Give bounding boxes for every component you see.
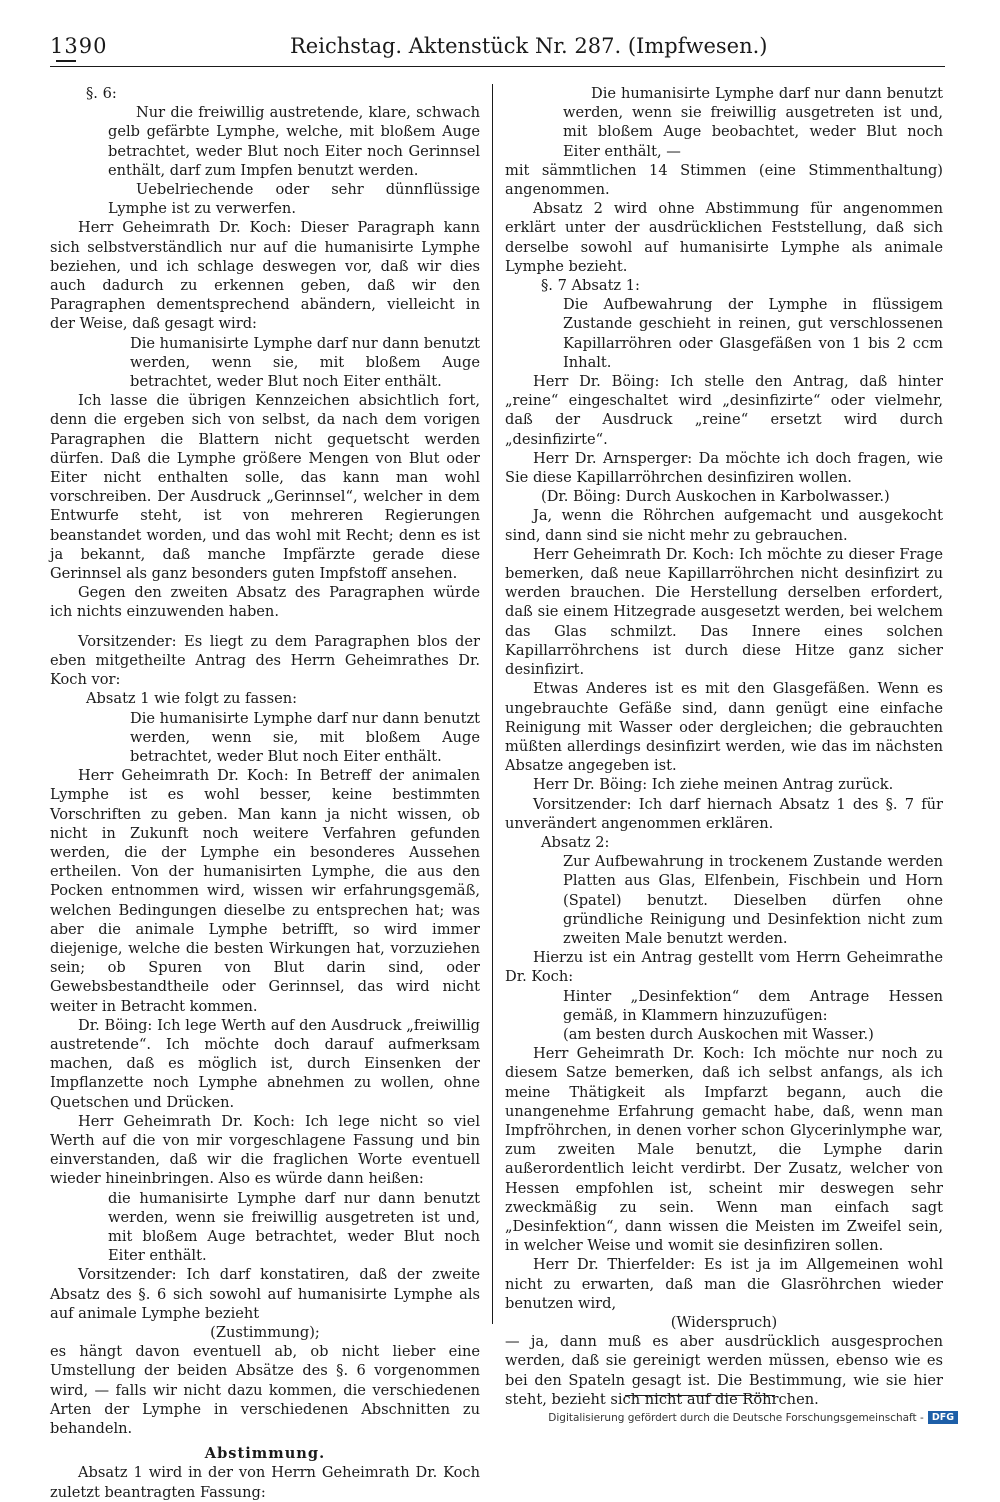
paragraph: (Zustimmung);	[210, 1324, 320, 1341]
paragraph: Herr Dr. Thierfelder: Es ist ja im Allgemeinen wohl nicht zu erwarten, daß man die Glasröhrchen wieder benutzen wird,	[505, 1256, 943, 1312]
paragraph: die humanisirte Lymphe darf nur dann benutzt werden, wenn sie freiwillig ausgetreten ist und, mit bloßem Auge betrachtet, weder Blut noch Eiter enthält.	[108, 1189, 480, 1265]
paragraph: (am besten durch Auskochen mit Wasser.)	[563, 1025, 874, 1043]
paragraph: Ich lasse die übrigen Kennzeichen absichtlich fort, denn die ergeben sich von selbst, da nach dem vorigen Paragraphen die Blattern nicht gequetscht werden dürfen. Daß die Lymphe größere Mengen von Blut oder Eiter nicht enthalten solle, das kann man wohl vorschreiben. Der Ausdruck „Gerinnsel“, welcher in dem Entwurfe steht, ist von mehreren Regierungen beanstandet worden, und das wohl mit Recht; denn es ist ja bekannt, daß manche Impfärzte gerade diese Gerinnsel als ganz besonders guten Impfstoff ansehen.	[50, 392, 480, 583]
paragraph: Absatz 2:	[541, 833, 610, 851]
paragraph: Absatz 2 wird ohne Abstimmung für angenommen erklärt unter der ausdrücklichen Feststellung, daß sich derselbe sowohl auf humanisirte Lymphe als animale Lymphe bezieht.	[505, 200, 943, 275]
paragraph: Herr Geheimrath Dr. Koch: In Betreff der animalen Lymphe ist es wohl besser, keine bestimmten Vorschriften zu geben. Man kann ja nicht wissen, ob nicht in Zukunft noch weitere Verfahren gefunden werden, die der Lymphe ein besonderes Aussehen ertheilen. Von der humanisirten Lymphe, die aus den Pocken entnommen wird, wissen wir erfahrungsgemäß, welchen Bedingungen dieselbe zu entsprechen hat; was aber die animale Lymphe betrifft, so wird immer diejenige, welche die besten Wirkungen hat, vorzuziehen sein; ob Spuren von Blut darin sind, oder Gewebsbestandtheile oder Gerinnsel, das wird nicht weiter in Betracht kommen.	[50, 767, 480, 1015]
paragraph: Herr Dr. Böing: Ich stelle den Antrag, daß hinter „reine“ eingeschaltet wird „desinfizirte“ oder vielmehr, daß der Ausdruck „reine“ ersetzt wird durch „desinfizirte“.	[505, 373, 943, 448]
paragraph: Hierzu ist ein Antrag gestellt vom Herrn Geheimrathe Dr. Koch:	[505, 949, 943, 986]
paragraph: §. 6:	[86, 85, 117, 102]
header-rule	[50, 66, 945, 67]
right-column	[505, 84, 943, 1409]
paragraph-gap	[50, 622, 480, 632]
section-heading: Abstimmung.	[204, 1445, 326, 1463]
paragraph: Absatz 1 wird in der von Herrn Geheimrath Dr. Koch zuletzt beantragten Fassung:	[50, 1464, 480, 1501]
paragraph: Herr Geheimrath Dr. Koch: Ich lege nicht so viel Werth auf die von mir vorgeschlagene Fassung und bin einverstanden, daß wir die fraglichen Worte eventuell wieder hineinbringen. Also es würde dann heißen:	[50, 1112, 480, 1188]
paragraph: (Dr. Böing: Durch Auskochen in Karbolwasser.)	[541, 488, 890, 506]
paragraph: Die humanisirte Lymphe darf nur dann benutzt werden, wenn sie, mit bloßem Auge betrachtet, weder Blut noch Eiter enthält.	[130, 334, 481, 391]
paragraph: Herr Geheimrath Dr. Koch: Dieser Paragraph kann sich selbstverständlich nur auf die humanisirte Lymphe beziehen, und ich schlage deswegen vor, daß wir dies auch dadurch zu erkennen geben, daß wir den Paragraphen dementsprechend abändern, vielleicht in der Weise, daß gesagt wird:	[50, 219, 480, 333]
paragraph: Die humanisirte Lymphe darf nur dann benutzt werden, wenn sie, mit bloßem Auge betrachtet, weder Blut noch Eiter enthält.	[130, 709, 481, 765]
paragraph: Vorsitzender: Ich darf hiernach Absatz 1 des §. 7 für unverändert angenommen erklären.	[505, 795, 943, 832]
paragraph: Vorsitzender: Ich darf konstatiren, daß der zweite Absatz des §. 6 sich sowohl auf humanisirte Lymphe als auf animale Lymphe bezieht	[50, 1266, 480, 1322]
paragraph: Nur die freiwillig austretende, klare, schwach gelb gefärbte Lymphe, welche, mit bloßem Auge betrachtet, weder Blut noch Eiter noch Gerinnsel enthält, darf zum Impfen benutzt werden.	[108, 104, 480, 179]
paragraph: Etwas Anderes ist es mit den Glasgefäßen. Wenn es ungebrauchte Gefäße sind, dann genügt eine einfache Reinigung mit Wasser oder dergleichen; die gebrauchten müßten allerdings desinfizirt werden, wie das im nächsten Absatze angegeben ist.	[505, 680, 943, 775]
paragraph: Ja, wenn die Röhrchen aufgemacht und ausgekocht sind, dann sind sie nicht mehr zu gebrauchen.	[505, 507, 943, 544]
paragraph: Hinter „Desinfektion“ dem Antrage Hessen gemäß, in Klammern hinzuzufügen:	[563, 987, 943, 1024]
paragraph: Herr Dr. Arnsperger: Da möchte ich doch fragen, wie Sie diese Kapillarröhrchen desinfiziren wollen.	[505, 449, 943, 487]
paragraph: Uebelriechende oder sehr dünnflüssige Lymphe ist zu verwerfen.	[108, 181, 480, 218]
dfg-logo: DFG	[928, 1411, 958, 1424]
page-number-underline	[56, 60, 76, 62]
paragraph: es hängt davon eventuell ab, ob nicht lieber eine Umstellung der beiden Absätze des §. 6 vorgenommen wird, — falls wir nicht dazu kommen, die verschiedenen Arten der Lymphe in verschiedenen Abschnitten zu behandeln.	[50, 1343, 480, 1438]
paragraph: Gegen den zweiten Absatz des Paragraphen würde ich nichts einzuwenden haben.	[50, 584, 480, 621]
paragraph: §. 7 Absatz 1:	[541, 277, 640, 295]
footer-rule	[625, 1395, 775, 1396]
paragraph: Zur Aufbewahrung in trockenem Zustande werden Platten aus Glas, Elfenbein, Fischbein und Horn (Spatel) benutzt. Dieselben dürfen ohne gründliche Reinigung und Desinfektion nicht zum zweiten Male benutzt werden.	[563, 853, 943, 947]
paragraph: Die humanisirte Lymphe darf nur dann benutzt werden, wenn sie freiwillig ausgetreten ist und, mit bloßem Auge beobachtet, weder Blut noch Eiter enthält, —	[563, 85, 943, 160]
paragraph: Absatz 1 wie folgt zu fassen:	[86, 690, 298, 708]
paragraph: Herr Dr. Böing: Ich ziehe meinen Antrag zurück.	[533, 776, 894, 794]
credit-text: Digitalisierung gefördert durch die Deutsche Forschungsgemeinschaft -	[548, 1411, 924, 1424]
digitization-credit	[548, 1411, 958, 1424]
left-column	[50, 84, 480, 1502]
paragraph: Dr. Böing: Ich lege Werth auf den Ausdruck „freiwillig austretende“. Ich möchte doch darauf aufmerksam machen, daß es möglich ist, durch Einsenken der Impflanzette noch Lymphe abnehmen zu wollen, ohne Quetschen und Drücken.	[50, 1016, 480, 1111]
paragraph: — ja, dann muß es aber ausdrücklich ausgesprochen werden, daß sie gereinigt werden müssen, ebenso wie es bei den Spateln gesagt ist. Die Bestimmung, wie sie hier steht, bezieht sich nicht auf die Röhrchen.	[505, 1333, 943, 1408]
running-header	[50, 30, 945, 70]
paragraph: Herr Geheimrath Dr. Koch: Ich möchte zu dieser Frage bemerken, daß neue Kapillarröhrchen nicht desinfizirt zu werden brauchen. Die Herstellung derselben erfordert, daß sie einem Hitzegrade ausgesetzt werden, bei welchem das Glas schmilzt. Das Innere eines solchen Kapillarröhrchens ist durch diese Hitze ganz sicher desinfizirt.	[505, 545, 943, 679]
page-number: 1390	[50, 34, 108, 58]
page-title: Reichstag. Aktenstück Nr. 287. (Impfwesen.)	[290, 34, 768, 58]
paragraph: Herr Geheimrath Dr. Koch: Ich möchte nur noch zu diesem Satze bemerken, daß ich selbst anfangs, als ich meine Thätigkeit als Impfarzt begann, auch die unangenehme Erfahrung gemacht habe, daß, wenn man Impfröhrchen, in denen vorher schon Glycerinlymphe war, zum zweiten Male benutzt, die Lymphe darin außerordentlich leicht verdirbt. Der Zusatz, welcher von Hessen empfohlen ist, scheint mir deswegen sehr zweckmäßig zu sein. Wenn man einfach sagt „Desinfektion“, dann wissen die Meisten im Zweifel sein, in welcher Weise und womit sie desinfiziren sollen.	[505, 1045, 943, 1255]
paragraph: mit sämmtlichen 14 Stimmen (eine Stimmenthaltung) angenommen.	[505, 161, 943, 199]
column-divider	[492, 84, 493, 1324]
paragraph: Die Aufbewahrung der Lymphe in flüssigem Zustande geschieht in reinen, gut verschlossenen Kapillarröhren oder Glasgefäßen von 1 bis 2 ccm Inhalt.	[563, 296, 943, 371]
paragraph: (Widerspruch)	[670, 1314, 778, 1331]
paragraph: Vorsitzender: Es liegt zu dem Paragraphen blos der eben mitgetheilte Antrag des Herrn Geheimrathes Dr. Koch vor:	[50, 632, 480, 689]
